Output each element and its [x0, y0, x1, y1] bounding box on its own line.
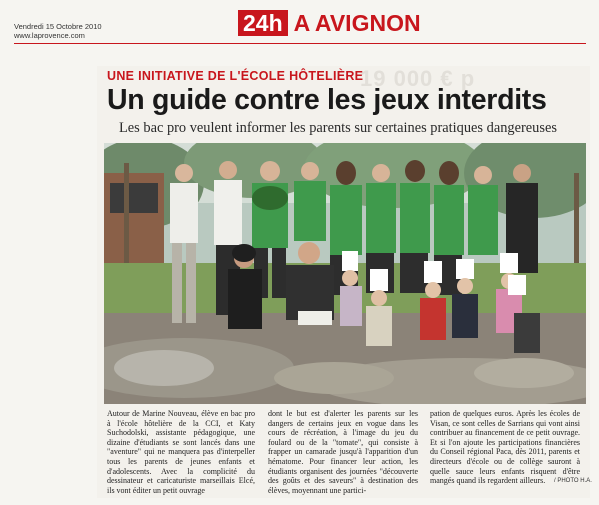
section-city: A AVIGNON: [293, 9, 421, 36]
article-kicker: UNE INITIATIVE DE L'ÉCOLE HÔTELIÈRE: [107, 69, 364, 83]
masthead-rule: [14, 43, 586, 44]
group-photo: [104, 143, 586, 404]
article-headline: Un guide contre les jeux interdits: [107, 84, 547, 116]
article-deck: Les bac pro veulent informer les parents sur certaines pratiques dangereuses: [119, 120, 557, 136]
article-column-2: dont le but est d'alerter les parents sur les dangers de certains jeux en vogue dans les cours de récréation, à l'image du jeu du foulard ou de la "tomate", qui consiste à frapper un camarade jusqu'à l'apparition d'un hématome. Pour financer leur action, les étudiants organisent des journées "découverte des goûts et des saveurs" à destination des élèves, moyennant une partici-: [268, 409, 418, 495]
group-photo-illustration: [104, 143, 586, 404]
website-url: www.laprovence.com: [14, 31, 85, 40]
section-masthead: [238, 9, 421, 37]
photo-credit: / PHOTO H.A.: [554, 478, 592, 484]
article-column-1: Autour de Marine Nouveau, élève en bac pro à l'école hôtelière de la CCI, et Katy Suchodolski, assistante pédagogique, une dizaine d'étudiants se sont lancés dans une "aventure" qui ne manquera pas d'interpeller tous les parents de jeunes enfants et d'adolescents. Avec la complicité du dessinateur et caricaturiste marseillais Elcé, ils vont éditer un petit ouvrage: [107, 409, 255, 495]
brand-logo: 24h: [238, 10, 288, 36]
issue-date: Vendredi 15 Octobre 2010: [14, 22, 102, 31]
background-headline-ghost: 19 000 € p: [360, 66, 476, 91]
article-column-3: pation de quelques euros. Après les écoles de Visan, ce sont celles de Sarrians qui vont ainsi contribuer au financement de ce petit ouvrage. Et si l'on ajoute les participations financières du Conseil régional Paca, dès 2011, parents et directeurs d'école ou de collège sauront à quelle sauce leurs enfants risquent d'être mangés quand ils regardent ailleurs.: [430, 409, 580, 486]
